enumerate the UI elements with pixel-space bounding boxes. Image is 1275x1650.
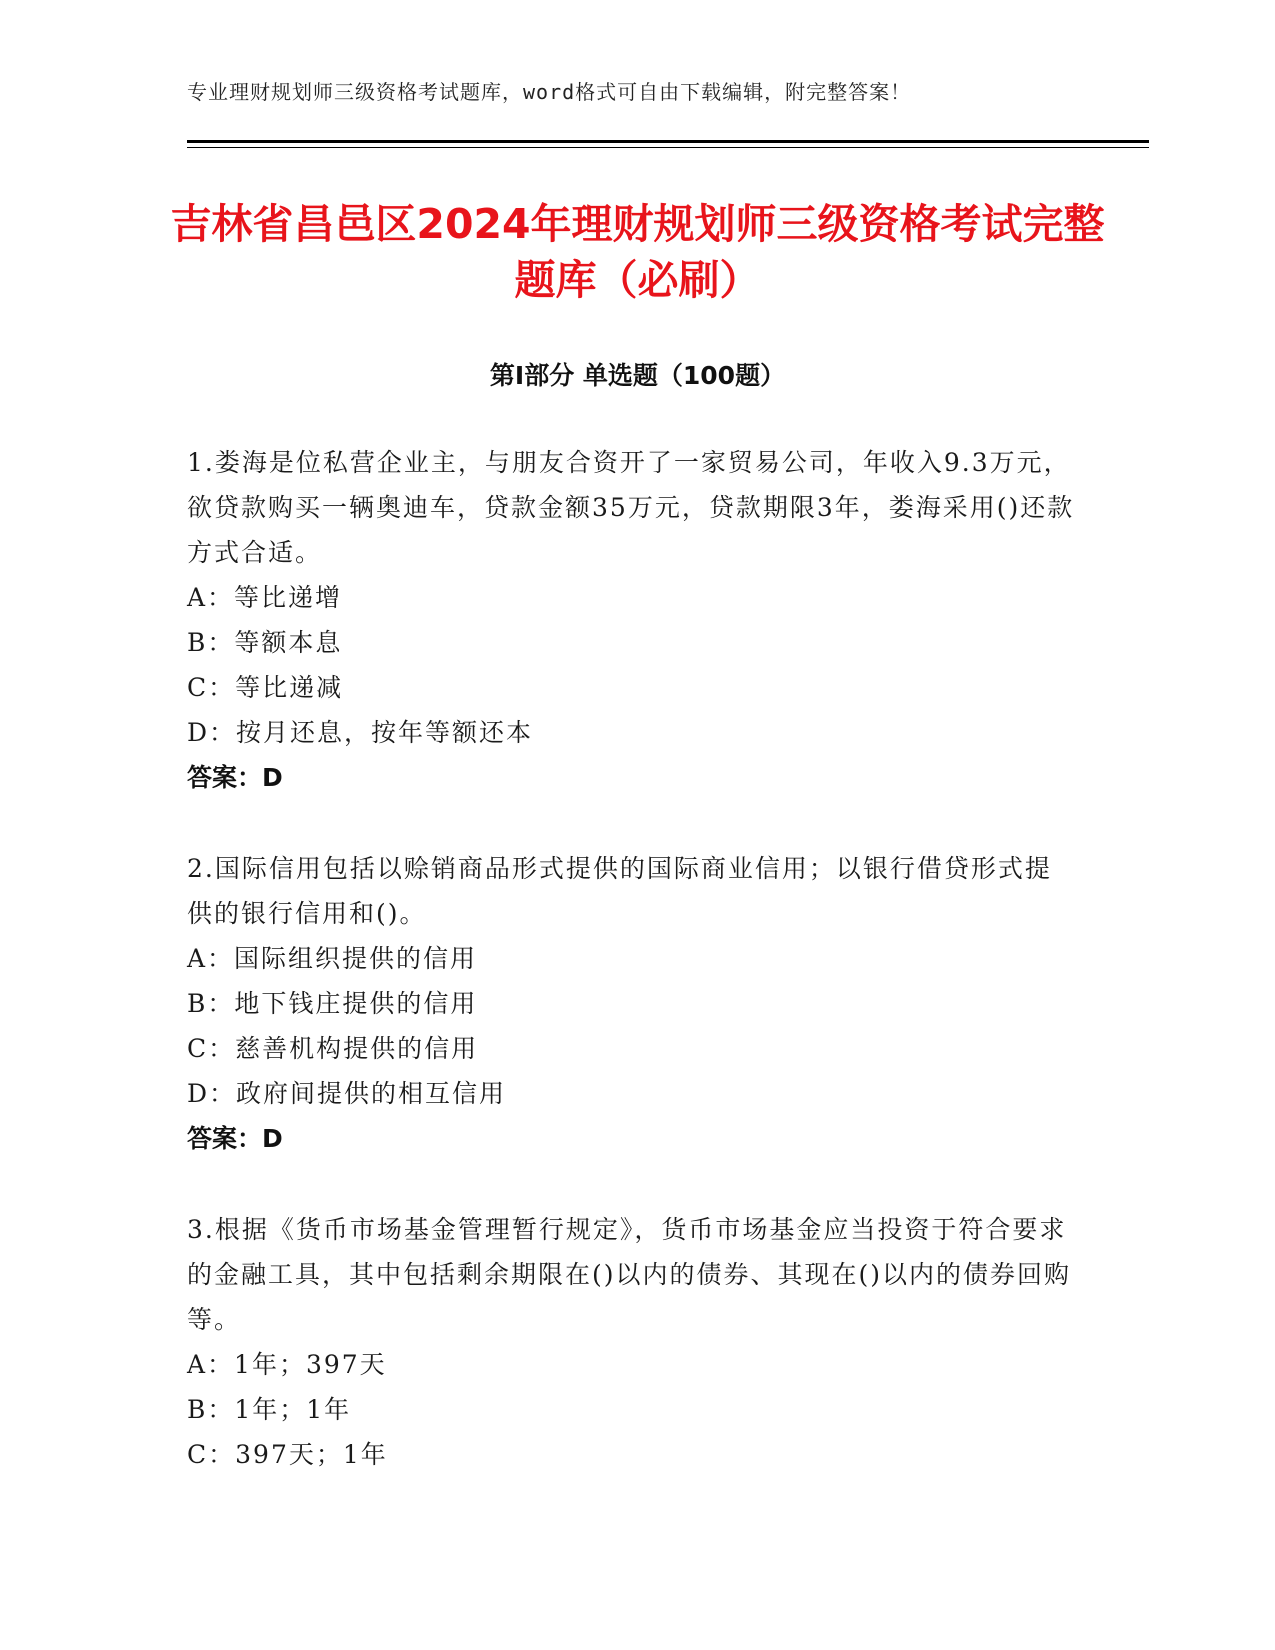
answer-line: 答案：D	[187, 763, 283, 792]
section-title: 第Ⅰ部分 单选题（100题）	[489, 361, 786, 390]
option-d: D：政府间提供的相互信用	[187, 1079, 507, 1108]
question-stem: 1.娄海是位私营企业主，与朋友合资开了一家贸易公司，年收入9.3万元，欲贷款购买一辆奥迪车，贷款金额35万元，贷款期限3年，娄海采用()还款方式合适。	[187, 448, 1075, 567]
question-list	[187, 440, 1077, 1523]
header-note: 专业理财规划师三级资格考试题库，word格式可自由下载编辑，附完整答案！	[187, 80, 912, 104]
option-c: C：慈善机构提供的信用	[187, 1034, 479, 1063]
option-a: A：等比递增	[187, 583, 343, 612]
option-a: A：1年；397天	[187, 1350, 387, 1379]
header-rule-thick	[187, 140, 1149, 143]
answer-line: 答案：D	[187, 1124, 283, 1153]
question-2	[187, 846, 1077, 1161]
option-b: B：1年；1年	[187, 1395, 352, 1424]
document-title: 吉林省昌邑区2024年理财规划师三级资格考试完整题库（必刷）	[170, 200, 1105, 304]
option-c: C：397天；1年	[187, 1440, 388, 1469]
option-b: B：地下钱庄提供的信用	[187, 989, 478, 1018]
question-stem: 3.根据《货币市场基金管理暂行规定》，货币市场基金应当投资于符合要求的金融工具，其中包括剩余期限在()以内的债券、其现在()以内的债券回购等。	[187, 1215, 1072, 1334]
question-stem: 2.国际信用包括以赊销商品形式提供的国际商业信用；以银行借贷形式提供的银行信用和()。	[187, 854, 1052, 928]
question-3	[187, 1207, 1077, 1477]
question-1	[187, 440, 1077, 800]
option-d: D：按月还息，按年等额还本	[187, 718, 534, 747]
option-b: B：等额本息	[187, 628, 343, 657]
option-a: A：国际组织提供的信用	[187, 944, 478, 973]
option-c: C：等比递减	[187, 673, 344, 702]
header-rule-thin	[187, 147, 1149, 148]
